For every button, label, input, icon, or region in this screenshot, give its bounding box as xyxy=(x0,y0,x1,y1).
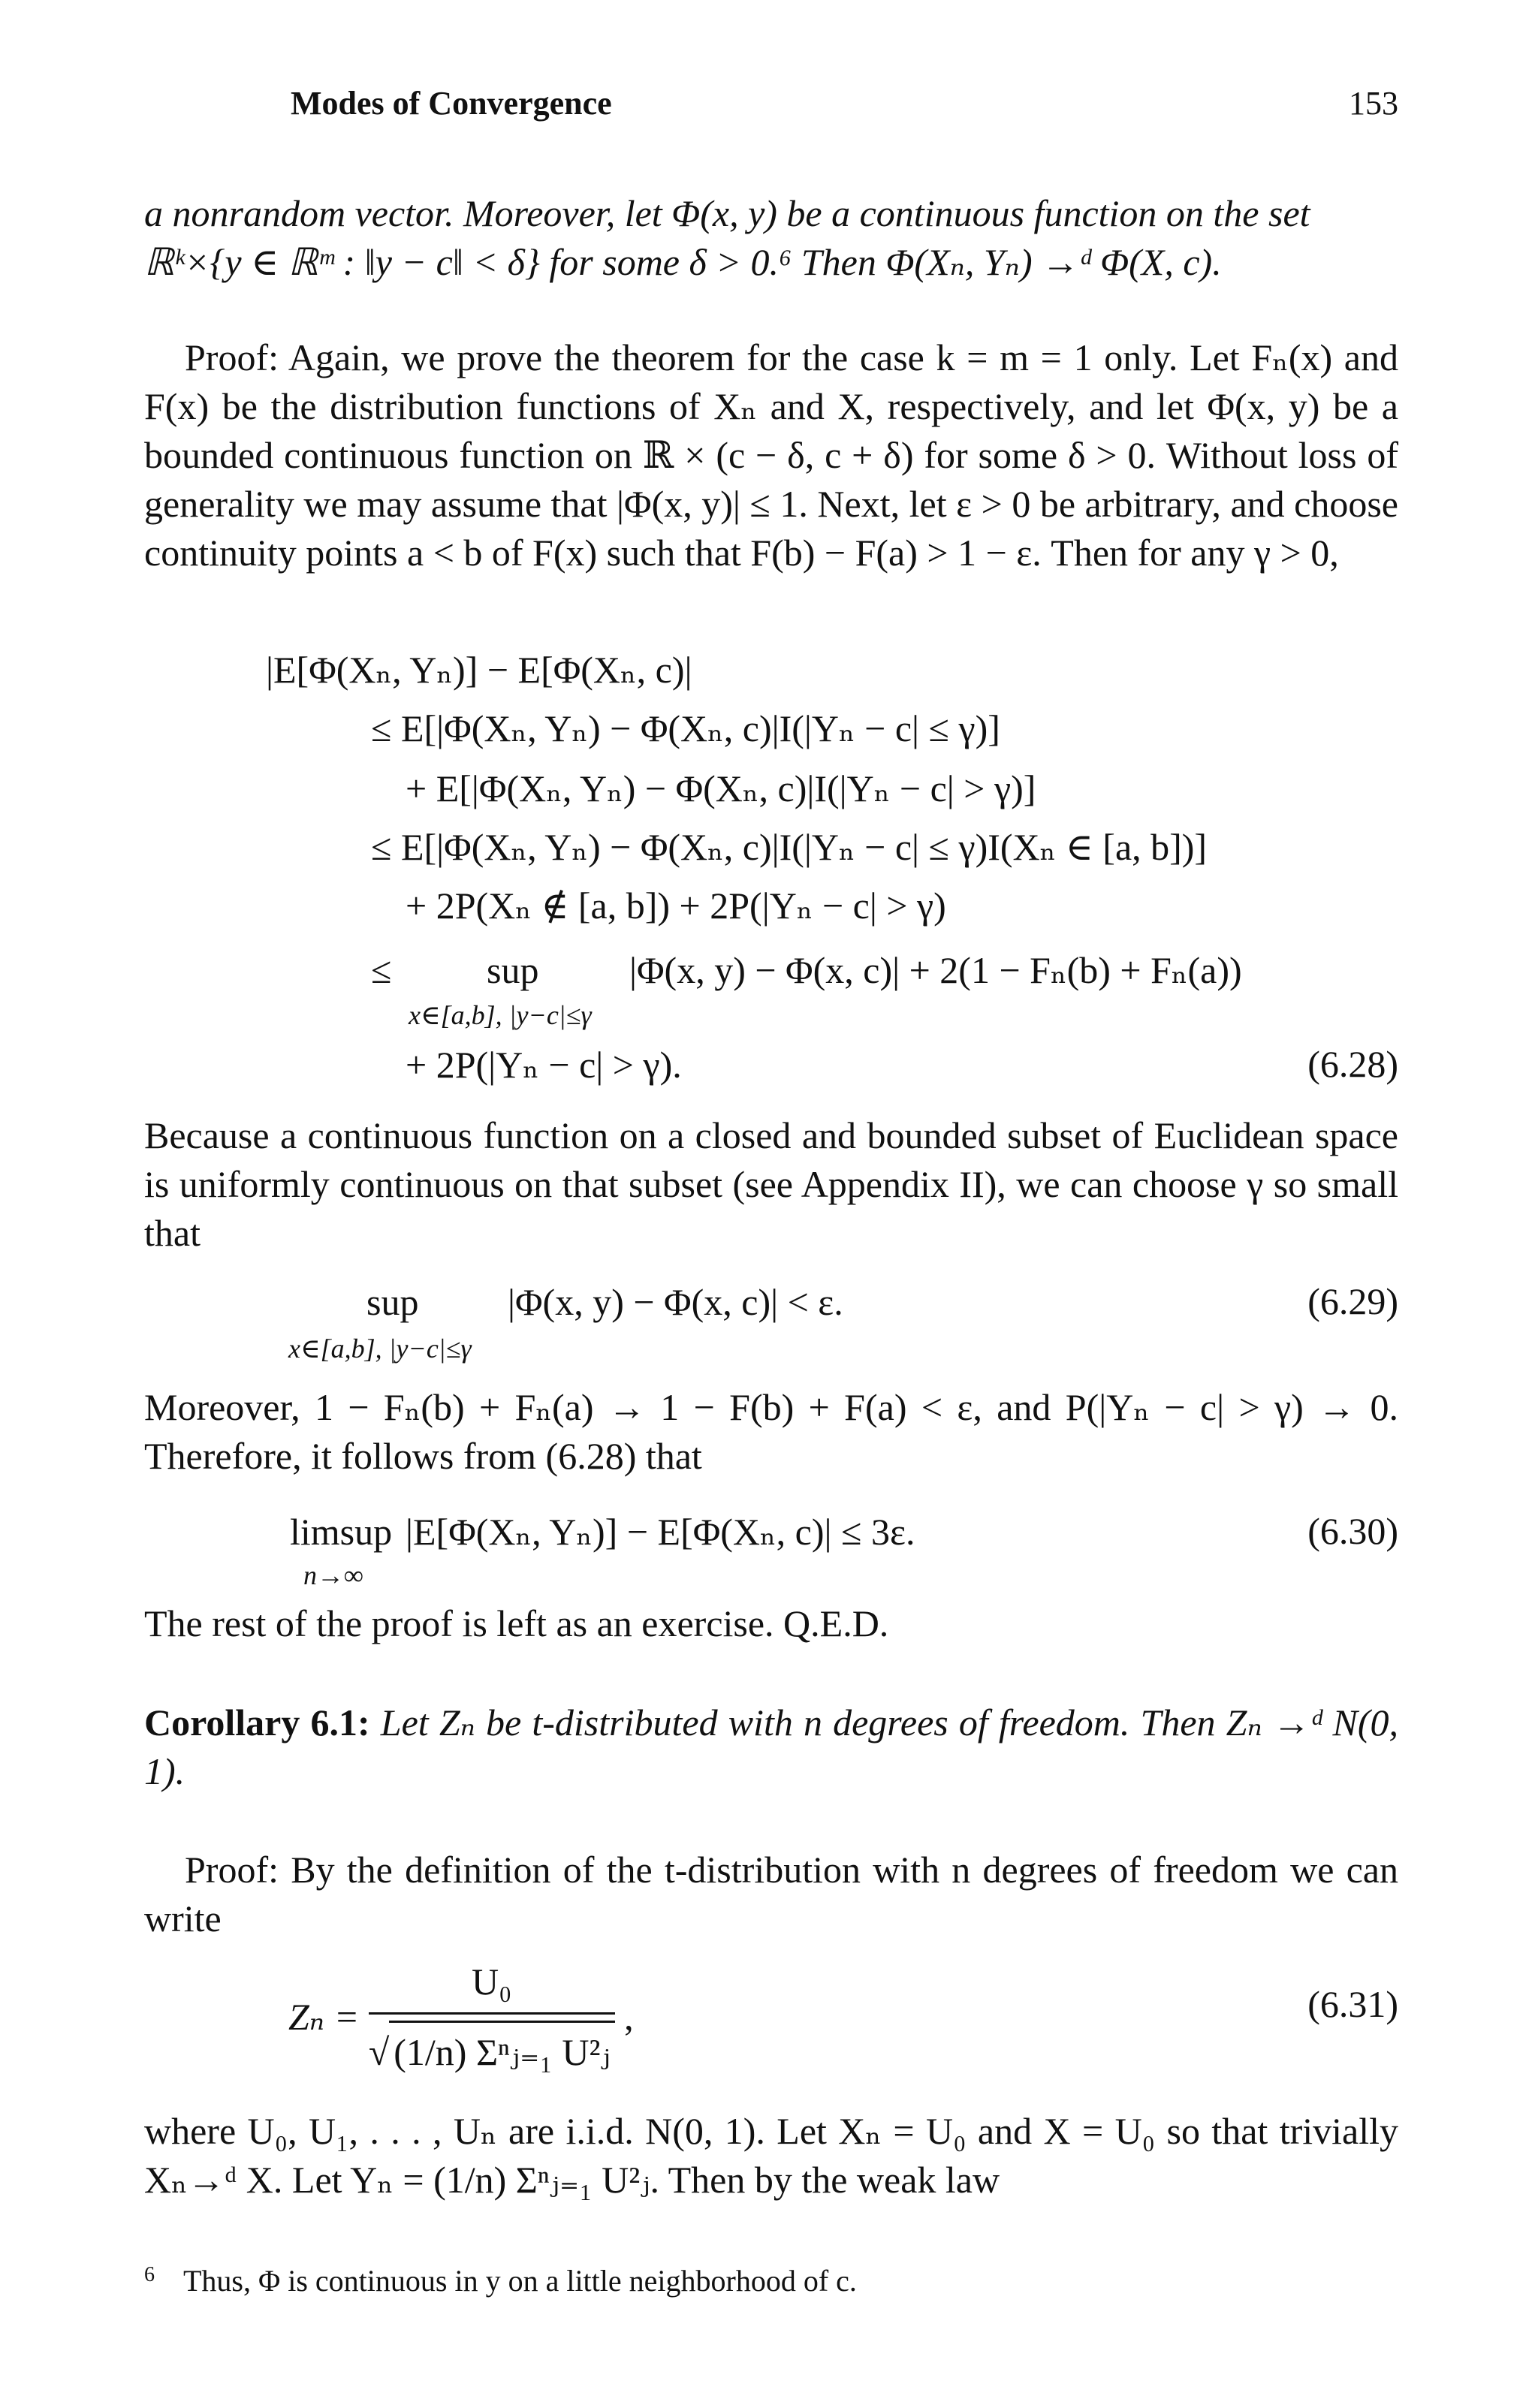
equation-subscript: n→∞ xyxy=(303,1560,363,1590)
equation-number: (6.31) xyxy=(1307,1983,1398,2025)
running-header xyxy=(291,84,1398,129)
equation-6-31 xyxy=(288,1955,634,2078)
paragraph-3: Moreover, 1 − Fₙ(b) + Fₙ(a) → 1 − F(b) + F(a) < ε, and P(|Yₙ − c| > γ) → 0. Therefore, it follows from (6.28) that xyxy=(144,1386,1398,1477)
footnote xyxy=(144,2263,857,2298)
equation-number: (6.30) xyxy=(1307,1510,1398,1552)
page-number: 153 xyxy=(1349,85,1398,122)
equation-line: |Φ(x, y) − Φ(x, c)| + 2(1 − Fₙ(b) + Fₙ(a)) xyxy=(629,949,1242,991)
equation-subscript: x∈[a,b], |y−c|≤γ xyxy=(409,1000,592,1030)
sqrt-icon: √ xyxy=(368,2031,390,2073)
footnote-text: Thus, Φ is continuous in y on a little neighborhood of c. xyxy=(183,2264,857,2298)
paragraph-2: Because a continuous function on a closed and bounded subset of Euclidean space is uniformly continuous on that subset (see Appendix II), we can choose γ so small that xyxy=(144,1114,1398,1254)
theorem-continuation xyxy=(144,189,1398,287)
paragraph-4: The rest of the proof is left as an exercise. Q.E.D. xyxy=(144,1602,889,1644)
equation-lhs: Zₙ = xyxy=(288,1996,360,2038)
proof-paragraph-2: Proof: By the definition of the t-distribution with n degrees of freedom we can write xyxy=(144,1849,1398,1939)
equation-subscript: x∈[a,b], |y−c|≤γ xyxy=(288,1334,472,1364)
fraction-denominator xyxy=(369,2015,615,2078)
equation-sup: sup xyxy=(487,949,539,991)
equation-comma: , xyxy=(624,1996,634,2038)
equation-line: ≤ E[|Φ(Xₙ, Yₙ) − Φ(Xₙ, c)|I(|Yₙ − c| ≤ γ)] xyxy=(371,707,1000,749)
corollary-text: Let Zₙ be t-distributed with n degrees of freedom. Then Zₙ →ᵈ N(0, 1). xyxy=(144,1701,1398,1792)
paragraph-5: where U₀, U₁, . . . , Uₙ are i.i.d. N(0, 1). Let Xₙ = U₀ and X = U₀ so that trivially Xₙ→ᵈ X. Let Yₙ = (1/n) Σⁿⱼ₌₁ U²ⱼ. Then by the weak law xyxy=(144,2110,1398,2201)
corollary-label: Corollary 6.1: xyxy=(144,1701,370,1743)
equation-line: |E[Φ(Xₙ, Yₙ)] − E[Φ(Xₙ, c)| ≤ 3ε. xyxy=(406,1511,915,1553)
equation-line: |Φ(x, y) − Φ(x, c)| < ε. xyxy=(508,1281,843,1323)
equation-line: + 2P(Xₙ ∉ [a, b]) + 2P(|Yₙ − c| > γ) xyxy=(406,885,946,927)
equation-number: (6.28) xyxy=(1307,1043,1398,1085)
theorem-line-2: ℝᵏ×{y ∈ ℝᵐ : ‖y − c‖ < δ} for some δ > 0.⁶ Then Φ(Xₙ, Yₙ) →ᵈ Φ(X, c). xyxy=(144,241,1222,283)
equation-le-sign: ≤ xyxy=(371,949,392,991)
fraction xyxy=(369,1955,615,2078)
sqrt-radicand: (1/n) Σⁿⱼ₌₁ U²ⱼ xyxy=(389,2021,614,2078)
chapter-title: Modes of Convergence xyxy=(291,85,612,122)
footnote-mark: 6 xyxy=(144,2263,155,2286)
equation-line: |E[Φ(Xₙ, Yₙ)] − E[Φ(Xₙ, c)| xyxy=(266,649,692,691)
fraction-numerator: U₀ xyxy=(369,1955,615,2015)
corollary xyxy=(144,1698,1398,1796)
equation-sup: sup xyxy=(366,1281,419,1323)
equation-line: + E[|Φ(Xₙ, Yₙ) − Φ(Xₙ, c)|I(|Yₙ − c| > γ)] xyxy=(406,767,1036,809)
equation-limsup: limsup xyxy=(290,1511,393,1553)
equation-line: + 2P(|Yₙ − c| > γ). xyxy=(406,1044,682,1086)
equation-number: (6.29) xyxy=(1307,1280,1398,1322)
proof-paragraph-1: Proof: Again, we prove the theorem for the case k = m = 1 only. Let Fₙ(x) and F(x) be the distribution functions of Xₙ and X, respectively, and let Φ(x, y) be a bounded continuous function on ℝ × (c − δ, c + δ) for some δ > 0. Without loss of generality we may assume that |Φ(x, y)| ≤ 1. Next, let ε > 0 be arbitrary, and choose continuity points a < b of F(x) such that F(b) − F(a) > 1 − ε. Then for any γ > 0, xyxy=(144,336,1398,574)
equation-line: ≤ E[|Φ(Xₙ, Yₙ) − Φ(Xₙ, c)|I(|Yₙ − c| ≤ γ)I(Xₙ ∈ [a, b])] xyxy=(371,826,1208,868)
theorem-line-1: a nonrandom vector. Moreover, let Φ(x, y) be a continuous function on the set xyxy=(144,192,1310,234)
